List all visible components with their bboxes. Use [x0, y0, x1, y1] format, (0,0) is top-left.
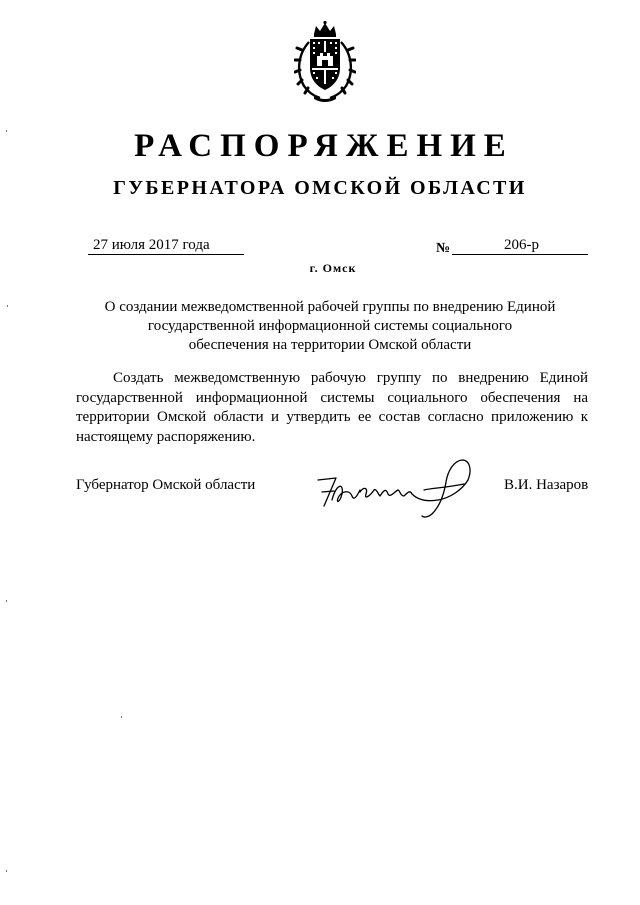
body-line: территории Омской области и утвердить ее состав согласно приложению к: [76, 409, 588, 425]
scan-speck: [6, 870, 7, 872]
signatory-name: В.И. Назаров: [504, 477, 589, 493]
document-subject: [90, 298, 570, 355]
signatory-title: Губернатор Омской области: [76, 477, 256, 493]
document-body: [76, 369, 588, 447]
document-number: 206-р: [452, 236, 588, 255]
scan-speck: [7, 305, 8, 307]
scan-speck: [6, 130, 7, 132]
body-line: настоящему распоряжению.: [76, 428, 256, 445]
subject-line: государственной информационной системы социального: [147, 318, 513, 334]
body-line: государственной информационной системы социального обеспечения на: [76, 389, 588, 406]
document-title: РАСПОРЯЖЕНИЕ: [134, 128, 514, 164]
body-line: Создать межведомственную рабочую группу по внедрению Единой: [113, 370, 588, 386]
subject-line: обеспечения на территории Омской области: [188, 337, 472, 353]
scan-speck: [6, 600, 7, 602]
subject-line: О создании межведомственной рабочей группы по внедрению Единой: [104, 299, 556, 315]
omsk-region-coat-of-arms-icon: [294, 20, 356, 102]
scan-speck: [121, 716, 122, 718]
document-subtitle: ГУБЕРНАТОРА ОМСКОЙ ОБЛАСТИ: [113, 177, 527, 199]
handwritten-signature-icon: [314, 454, 480, 520]
document-date: 27 июля 2017 года: [88, 236, 244, 255]
document-city: г. Омск: [309, 261, 357, 275]
number-label: №: [436, 241, 451, 256]
